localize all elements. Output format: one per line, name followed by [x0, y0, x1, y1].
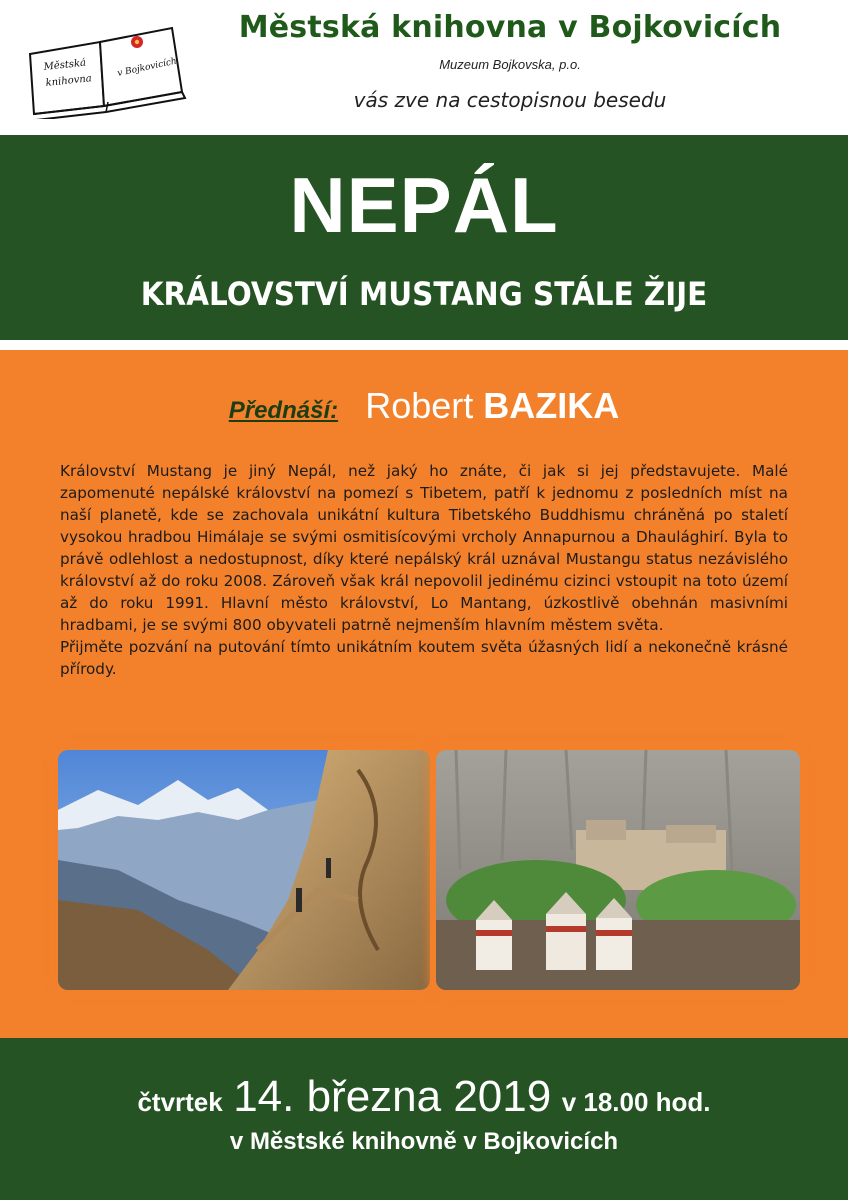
- invitation-text: vás zve na cestopisnou besedu: [353, 88, 667, 112]
- event-date-line: [0, 1072, 848, 1122]
- main-title: NEPÁL: [289, 161, 559, 249]
- svg-text:knihovna: knihovna: [45, 73, 93, 89]
- speaker-surname: BAZIKA: [483, 385, 620, 426]
- svg-text:Městská: Městská: [43, 57, 87, 73]
- speaker-first-name: Robert: [365, 385, 474, 426]
- organization-name: Muzeum Bojkovska, p.o.: [439, 57, 581, 72]
- speaker-line: [0, 385, 848, 427]
- library-name: Městská knihovna v Bojkovicích: [238, 10, 782, 45]
- lo-mantang-village-photo: [436, 750, 800, 990]
- mountain-trail-photo: [58, 750, 430, 990]
- event-day: čtvrtek: [137, 1087, 223, 1117]
- description-paragraph-1: Království Mustang je jiný Nepál, než jaký ho znáte, či jak si jej představujete. Malé zapomenuté nepálské království na pomezí s Tibetem, patří k jednomu z posledních míst na naší planetě, kde se zachovala unikátní kultura Tibetského Buddhismu chráněná po staletí vysokou hradbou Himálaje se svými osmitisícovými vrcholy Annapurnou a Dhaulághirí. Byla to právě odlehlost a nedostupnost, díky které nepálský král uznával Mustangu status nezávislého království až do roku 2008. Zároveň však král nepovolil jedinému cizinci vstoupit na toto území až do roku 1991. Hlavní město království, Lo Mantang, úzkostlivě obehnán masivními hradbami, je se svými 800 obyvateli patrně nejmenším hlavním městem světa.: [60, 462, 788, 634]
- description-paragraph-2: Přijměte pozvání na putování tímto unikátním koutem světa úžasných lidí a nekonečně krásné přírody.: [60, 638, 788, 678]
- description: [60, 460, 788, 680]
- event-date: 14. března 2019: [233, 1072, 552, 1121]
- event-time: v 18.00 hod.: [561, 1087, 711, 1117]
- library-logo: [22, 14, 192, 119]
- header: [0, 0, 848, 135]
- svg-text:v Bojkovicích: v Bojkovicích: [116, 56, 178, 79]
- event-venue: v Městské knihovně v Bojkovicích: [229, 1128, 619, 1155]
- subtitle: KRÁLOVSTVÍ MUSTANG STÁLE ŽIJE: [140, 275, 708, 313]
- speaker-label: Přednáší:: [228, 397, 339, 424]
